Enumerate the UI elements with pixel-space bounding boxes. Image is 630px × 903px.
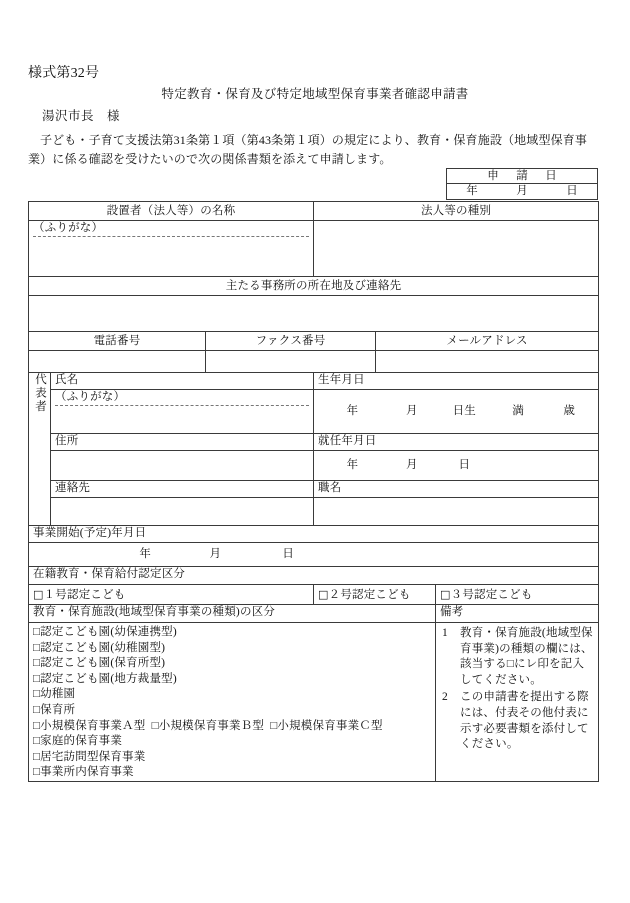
certification-option-2[interactable] <box>314 585 436 605</box>
table-row <box>29 543 599 567</box>
establisher-name-input[interactable] <box>33 237 309 263</box>
checkbox-icon[interactable]: □ <box>33 641 41 654</box>
remarks-note-2 <box>440 690 594 752</box>
list-item[interactable] <box>33 703 431 719</box>
checkbox-icon[interactable]: □ <box>33 766 41 779</box>
checkbox-icon[interactable]: □ <box>33 657 41 670</box>
remarks-header: 備考 <box>436 605 599 623</box>
remarks-notes <box>440 626 594 753</box>
small-scale-b-label: 小規模保育事業Ｂ型 <box>158 719 265 732</box>
birth-year: 年 <box>346 405 359 417</box>
representative-address-input[interactable] <box>51 451 314 481</box>
establisher-furigana-label: （ふりがな） <box>33 221 309 237</box>
establisher-name-header: 設置者（法人等）の名称 <box>29 202 314 221</box>
table-row <box>29 605 599 623</box>
fax-input[interactable] <box>206 351 376 373</box>
remarks-content <box>436 623 599 782</box>
remarks-note-1 <box>440 626 594 688</box>
list-item[interactable] <box>33 687 431 703</box>
checkbox-icon[interactable]: □ <box>440 587 451 601</box>
certification-option-3[interactable] <box>436 585 599 605</box>
facility-option-5-label: 保育所 <box>40 703 76 716</box>
business-start-day: 日 <box>282 548 295 560</box>
application-date-day: 日 <box>566 185 578 197</box>
representative-contact-input[interactable] <box>51 498 314 526</box>
document-title: 特定教育・保育及び特定地域型保育事業者確認申請書 <box>161 87 469 101</box>
table-row <box>29 332 599 351</box>
appointment-year: 年 <box>346 459 359 471</box>
application-date-month: 月 <box>516 185 528 197</box>
table-row <box>29 390 599 434</box>
table-row <box>29 434 599 451</box>
certification-option-1-label: １号認定こども <box>43 588 126 601</box>
facility-option-2-label: 認定こども園(保育所型) <box>40 657 166 670</box>
business-start-year: 年 <box>139 548 152 560</box>
certification-option-2-label: ２号認定こども <box>328 588 411 601</box>
facility-tail-0-label: 家庭的保育事業 <box>40 735 123 748</box>
remarks-note-2-text: この申請書を提出する際には、付表その他付表に示す必要書類を添付してください。 <box>460 691 589 751</box>
birth-day: 日生 <box>452 405 476 417</box>
email-input[interactable] <box>376 351 599 373</box>
facility-option-list <box>33 625 431 781</box>
application-date-fields[interactable] <box>447 184 597 199</box>
table-row <box>29 623 599 782</box>
representative-name-input[interactable] <box>55 406 309 432</box>
business-start-label: 事業開始(予定)年月日 <box>29 526 599 543</box>
table-row <box>29 481 599 498</box>
representative-address-label: 住所 <box>51 434 314 451</box>
facility-tail-2-label: 事業所内保育事業 <box>40 766 134 779</box>
remarks-note-2-number: 2 <box>442 691 448 704</box>
facility-types-options[interactable] <box>29 623 436 782</box>
phone-header: 電話番号 <box>29 332 206 351</box>
representative-appointment-label: 就任年月日 <box>314 434 599 451</box>
checkbox-icon[interactable]: □ <box>151 719 159 732</box>
table-row <box>29 296 599 332</box>
establisher-type-input[interactable] <box>314 221 599 277</box>
list-item[interactable] <box>33 719 431 735</box>
birth-month: 月 <box>406 405 418 417</box>
representative-name-label: 氏名 <box>51 373 314 390</box>
list-item[interactable] <box>33 672 431 688</box>
list-item[interactable] <box>33 750 431 766</box>
table-row <box>29 567 599 585</box>
small-scale-a-label: 小規模保育事業Ａ型 <box>40 719 146 732</box>
form-number: 様式第32号 <box>28 66 100 81</box>
appointment-day: 日 <box>458 459 471 471</box>
checkbox-icon[interactable]: □ <box>33 719 41 732</box>
addressee-line: 湯沢市長 様 <box>42 109 121 123</box>
table-row <box>29 277 599 296</box>
checkbox-icon[interactable]: □ <box>318 587 329 601</box>
office-location-header: 主たる事務所の所在地及び連絡先 <box>29 277 599 296</box>
application-date-header: 申 請 日 <box>447 169 597 184</box>
age-prefix: 満 <box>512 405 524 417</box>
facility-option-1-label: 認定こども園(幼稚園型) <box>40 641 166 654</box>
checkbox-icon[interactable]: □ <box>33 587 44 601</box>
representative-appointment-fields[interactable] <box>314 451 599 481</box>
facility-option-4-label: 幼稚園 <box>40 688 76 701</box>
table-row <box>29 221 599 277</box>
small-scale-c-label: 小規模保育事業Ｃ型 <box>277 719 383 732</box>
facility-option-0-label: 認定こども園(幼保連携型) <box>40 626 177 638</box>
remarks-note-1-text: 教育・保育施設(地域型保育事業)の種類の欄には、該当する□にレ印を記入してください。 <box>460 627 593 686</box>
checkbox-icon[interactable]: □ <box>33 688 41 701</box>
office-location-input[interactable] <box>29 296 599 332</box>
list-item[interactable] <box>33 641 431 657</box>
checkbox-icon[interactable]: □ <box>33 672 41 685</box>
list-item[interactable] <box>33 765 431 781</box>
table-row <box>29 373 599 390</box>
representative-vertical-label: 代表者 <box>29 373 51 526</box>
list-item[interactable] <box>33 625 431 641</box>
checkbox-icon[interactable]: □ <box>33 750 41 763</box>
representative-birth-label: 生年月日 <box>314 373 599 390</box>
checkbox-icon[interactable]: □ <box>33 626 41 638</box>
business-start-fields[interactable] <box>29 543 599 567</box>
table-row <box>29 498 599 526</box>
representative-contact-label: 連絡先 <box>51 481 314 498</box>
body-paragraph: 子ども・子育て支援法第31条第１項（第43条第１項）の規定により、教育・保育施設（地域型保育事業）に係る確認を受けたいので次の関係書類を添えて申請します。 <box>28 133 588 166</box>
list-item[interactable] <box>33 734 431 750</box>
representative-position-input[interactable] <box>314 498 599 526</box>
table-row <box>29 351 599 373</box>
checkbox-icon[interactable]: □ <box>33 703 41 716</box>
age-suffix: 歳 <box>563 405 576 417</box>
table-row <box>29 202 599 221</box>
table-row <box>29 451 599 481</box>
table-row <box>29 526 599 543</box>
certification-header: 在籍教育・保育給付認定区分 <box>29 567 599 585</box>
business-start-month: 月 <box>209 548 222 560</box>
establisher-name-field[interactable] <box>29 221 314 277</box>
facility-option-3-label: 認定こども園(地方裁量型) <box>40 672 177 685</box>
application-main-table <box>28 201 599 782</box>
establisher-type-header: 法人等の種別 <box>314 202 599 221</box>
application-date-year: 年 <box>466 185 478 197</box>
appointment-month: 月 <box>406 459 418 471</box>
email-header: メールアドレス <box>376 332 599 351</box>
remarks-note-1-number: 1 <box>442 627 448 639</box>
checkbox-icon[interactable]: □ <box>270 719 278 732</box>
list-item[interactable] <box>33 656 431 672</box>
fax-header: ファクス番号 <box>206 332 376 351</box>
table-row <box>29 585 599 605</box>
representative-name-field[interactable] <box>51 390 314 434</box>
checkbox-icon[interactable]: □ <box>33 735 41 748</box>
representative-birth-fields[interactable] <box>314 390 599 434</box>
facility-tail-1-label: 居宅訪問型保育事業 <box>40 750 146 763</box>
representative-position-label: 職名 <box>314 481 599 498</box>
phone-input[interactable] <box>29 351 206 373</box>
certification-option-1[interactable] <box>29 585 314 605</box>
certification-option-3-label: ３号認定こども <box>450 588 533 601</box>
application-date-box <box>446 168 598 200</box>
facility-types-header: 教育・保育施設(地域型保育事業の種類)の区分 <box>29 605 436 623</box>
representative-furigana-label: （ふりがな） <box>55 390 309 406</box>
